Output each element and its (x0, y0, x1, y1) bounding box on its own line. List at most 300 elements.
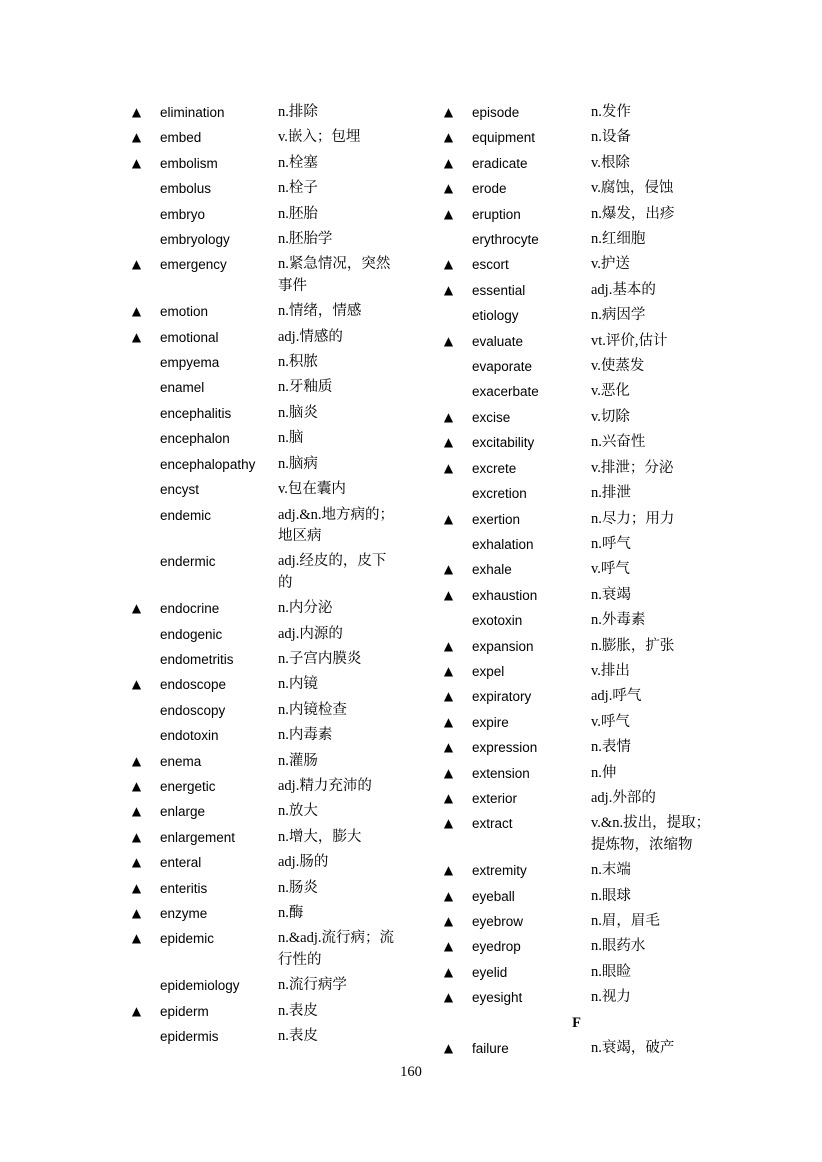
entry-definition (591, 987, 631, 1008)
star-marker: ▲ (131, 601, 142, 616)
entry-word: embolism (160, 155, 218, 171)
entry-definition (591, 432, 645, 453)
vocab-entry (131, 975, 401, 1000)
entry-definition (591, 381, 630, 402)
vocab-entry (443, 585, 710, 610)
vocab-entry (131, 403, 401, 428)
definition-line: v.排泄；分泌 (591, 459, 674, 476)
entry-word: extremity (472, 863, 527, 879)
vocab-entry (443, 127, 710, 152)
entry-word: evaluate (472, 333, 524, 349)
entry-definition (278, 551, 386, 594)
vocab-entry (131, 725, 401, 750)
vocab-entry (131, 479, 401, 504)
star-marker: ▲ (131, 855, 142, 870)
entry-definition (591, 911, 660, 932)
entry-definition (591, 712, 630, 733)
vocab-entry (443, 987, 710, 1012)
definition-line: n.表皮 (278, 1002, 318, 1019)
entry-definition (591, 636, 674, 657)
star-marker: ▲ (131, 931, 142, 946)
definition-line: n.胚胎学 (278, 231, 333, 248)
entry-definition (278, 153, 318, 174)
definition-line: v.&n.拔出，提取； (591, 815, 711, 832)
star-marker: ▲ (443, 816, 454, 831)
vocab-entry (131, 102, 401, 127)
entry-definition (591, 509, 674, 530)
vocab-entry (131, 1001, 401, 1026)
entry-word: etiology (472, 308, 519, 324)
star-marker: ▲ (443, 939, 454, 954)
entry-definition (591, 153, 630, 174)
definition-line: n.兴奋性 (591, 434, 646, 451)
vocab-entry (131, 229, 401, 254)
vocab-entry (443, 962, 710, 987)
entry-word: enteritis (160, 880, 208, 896)
entry-definition (278, 127, 360, 148)
vocab-entry (131, 624, 401, 649)
definition-line: n.眼球 (591, 887, 631, 904)
entry-definition (591, 204, 674, 225)
vocab-entry (443, 860, 710, 885)
entry-word: enema (160, 753, 202, 769)
vocab-entry (131, 674, 401, 699)
definition-line: v.包在囊内 (278, 481, 346, 498)
definition-line: adj.精力充沛的 (278, 777, 372, 794)
entry-word: erode (472, 181, 507, 197)
entry-word: embryo (160, 206, 206, 222)
vocab-entry (443, 305, 710, 330)
star-marker: ▲ (131, 329, 142, 344)
entry-word: empyema (160, 355, 220, 371)
entry-definition (278, 776, 372, 797)
entry-word: eyeball (472, 888, 515, 904)
star-marker: ▲ (443, 181, 454, 196)
entry-word: epidermis (160, 1029, 219, 1045)
vocab-entry (443, 178, 710, 203)
star-marker: ▲ (443, 587, 454, 602)
vocab-entry (131, 127, 401, 152)
vocab-entry (443, 331, 710, 356)
vocab-entry (443, 559, 710, 584)
star-marker: ▲ (443, 863, 454, 878)
entry-word: encephalon (160, 431, 230, 447)
entry-word: embryology (160, 232, 230, 248)
vocab-entry (131, 153, 401, 178)
vocab-entry (443, 911, 710, 936)
vocab-entry (131, 928, 401, 975)
definition-line: 的 (278, 574, 293, 591)
entry-definition (591, 178, 673, 199)
definition-line: n.脑 (278, 430, 304, 447)
vocab-entry (131, 878, 401, 903)
definition-line: n.内镜 (278, 676, 318, 693)
definition-line: n.发作 (591, 104, 631, 120)
entry-word: excitability (472, 435, 535, 451)
entry-definition (591, 860, 631, 881)
definition-line: n.末端 (591, 862, 631, 879)
definition-line: v.恶化 (591, 383, 630, 400)
entry-definition (591, 661, 630, 682)
vocab-entry (443, 432, 710, 457)
definition-line: 行性的 (278, 951, 322, 968)
entry-definition (278, 751, 318, 772)
entry-word: emotion (160, 304, 209, 320)
entry-definition (278, 801, 318, 822)
entry-word: failure (472, 1041, 509, 1057)
star-marker: ▲ (443, 206, 454, 221)
entry-word: embed (160, 130, 202, 146)
star-marker: ▲ (443, 888, 454, 903)
definition-line: v.使蒸发 (591, 358, 645, 375)
vocab-entry (131, 649, 401, 674)
vocab-entry (131, 377, 401, 402)
entry-word: enteral (160, 855, 202, 871)
entry-definition (591, 559, 630, 580)
entry-word: enamel (160, 380, 205, 396)
vocab-entry (443, 356, 710, 381)
entry-definition (278, 649, 361, 670)
vocab-entry (443, 788, 710, 813)
entry-word: endogenic (160, 626, 223, 642)
entry-definition (591, 813, 710, 856)
vocab-entry (131, 827, 401, 852)
entry-definition (591, 254, 630, 275)
vocab-entry (131, 428, 401, 453)
definition-line: v.嵌入；包埋 (278, 129, 361, 146)
entry-word: excise (472, 409, 511, 425)
star-marker: ▲ (131, 677, 142, 692)
star-marker: ▲ (443, 689, 454, 704)
entry-definition (278, 598, 332, 619)
star-marker: ▲ (443, 914, 454, 928)
vocab-entry (443, 280, 710, 305)
definition-line: adj.呼气 (591, 688, 642, 705)
vocab-entry (131, 301, 401, 326)
entry-word: elimination (160, 105, 225, 120)
entry-word: exhale (472, 562, 512, 578)
entry-word: exterior (472, 790, 518, 806)
entry-definition (591, 280, 656, 301)
definition-line: v.切除 (591, 408, 630, 425)
entry-word: escort (472, 257, 509, 273)
entry-word: equipment (472, 130, 536, 146)
definition-line: v.排出 (591, 662, 630, 679)
star-marker: ▲ (443, 435, 454, 450)
entry-word: epiderm (160, 1003, 209, 1019)
entry-definition (278, 624, 343, 645)
definition-line: n.积脓 (278, 354, 318, 371)
definition-line: adj.情感的 (278, 328, 343, 345)
entry-word: expression (472, 740, 538, 756)
entry-word: exacerbate (472, 384, 539, 400)
entry-definition (591, 886, 631, 907)
entry-definition (278, 505, 394, 548)
star-marker: ▲ (131, 130, 142, 145)
definition-line: vt.评价,估计 (591, 332, 668, 349)
star-marker: ▲ (131, 1003, 142, 1018)
entry-word: evaporate (472, 359, 533, 375)
entry-definition (278, 377, 332, 398)
vocab-entry (131, 801, 401, 826)
definition-line: adj.内源的 (278, 625, 343, 642)
section-letter: F (572, 1014, 581, 1031)
entry-word: episode (472, 105, 520, 120)
entry-definition (591, 407, 630, 428)
star-marker: ▲ (131, 804, 142, 819)
definition-line: v.护送 (591, 256, 630, 273)
star-marker: ▲ (443, 790, 454, 805)
definition-line: adj.经皮的，皮下 (278, 553, 387, 570)
definition-line: adj.肠的 (278, 854, 329, 871)
star-marker: ▲ (131, 155, 142, 170)
vocab-entry (443, 458, 710, 483)
entry-word: enlargement (160, 829, 236, 845)
vocab-entry (131, 700, 401, 725)
definition-line: n.肠炎 (278, 879, 318, 896)
vocab-entry (131, 505, 401, 552)
star-marker: ▲ (443, 990, 454, 1005)
vocab-entry (443, 712, 710, 737)
definition-line: n.内镜检查 (278, 701, 347, 718)
vocab-entry (443, 636, 710, 661)
entry-definition (591, 356, 644, 377)
entry-word: endometritis (160, 651, 234, 667)
definition-line: n.眼睑 (591, 963, 631, 980)
entry-word: eruption (472, 206, 521, 222)
entry-word: encephalitis (160, 405, 232, 421)
entry-definition (591, 229, 645, 250)
vocab-entry (131, 1026, 401, 1051)
entry-definition (278, 327, 343, 348)
vocab-entry (443, 102, 710, 127)
vocab-entry (443, 229, 710, 254)
entry-definition (278, 454, 318, 475)
entry-definition (591, 686, 641, 707)
page-number: 160 (400, 1064, 422, 1080)
definition-line: n.胚胎 (278, 205, 318, 222)
star-marker: ▲ (443, 257, 454, 272)
entry-definition (278, 178, 318, 199)
definition-line: adj.外部的 (591, 789, 656, 806)
entry-word: exhaustion (472, 587, 538, 603)
definition-line: n.流行病学 (278, 977, 347, 994)
vocab-entry (131, 327, 401, 352)
star-marker: ▲ (443, 740, 454, 755)
entry-definition (278, 254, 390, 297)
definition-line: v.呼气 (591, 713, 630, 730)
entry-definition (278, 852, 328, 873)
vocab-entry (443, 763, 710, 788)
entry-word: encephalopathy (160, 456, 256, 472)
entry-definition (591, 936, 645, 957)
definition-line: n.酶 (278, 905, 304, 921)
star-marker: ▲ (443, 714, 454, 729)
definition-line: n.脑病 (278, 455, 318, 472)
entry-definition (278, 975, 347, 996)
definition-line: n.眼药水 (591, 938, 646, 955)
definition-line: n.眉，眉毛 (591, 913, 660, 929)
entry-word: epidemiology (160, 978, 240, 994)
vocab-entry (443, 813, 710, 860)
star-marker: ▲ (443, 409, 454, 424)
definition-line: n.放大 (278, 803, 318, 820)
definition-line: n.内毒素 (278, 727, 333, 744)
star-marker: ▲ (443, 105, 454, 119)
entry-definition (278, 428, 303, 449)
entry-definition (591, 585, 631, 606)
entry-word: eyelid (472, 964, 508, 980)
vocab-entry (443, 153, 710, 178)
entry-definition (591, 331, 668, 352)
vocab-entry (443, 534, 710, 559)
entry-definition (591, 1038, 674, 1059)
star-marker: ▲ (443, 638, 454, 653)
definition-line: 地区病 (278, 527, 322, 544)
definition-line: n.排除 (278, 104, 318, 120)
star-marker: ▲ (443, 155, 454, 170)
definition-line: v.根除 (591, 154, 630, 171)
entry-definition (591, 458, 673, 479)
definition-line: n.衰竭 (591, 586, 631, 603)
definition-line: v.腐蚀，侵蚀 (591, 180, 674, 197)
vocab-entry (443, 254, 710, 279)
vocab-entry (131, 903, 401, 928)
entry-definition (278, 403, 318, 424)
definition-line: n.伸 (591, 764, 617, 781)
definition-line: n.视力 (591, 989, 631, 1006)
definition-line: n.红细胞 (591, 231, 646, 248)
entry-word: endermic (160, 554, 216, 570)
definition-line: n.衰竭，破产 (591, 1040, 675, 1057)
star-marker: ▲ (131, 304, 142, 319)
star-marker: ▲ (443, 130, 454, 145)
definition-line: adj.基本的 (591, 281, 656, 298)
entry-word: enlarge (160, 804, 206, 820)
definition-line: 事件 (278, 277, 307, 294)
star-marker: ▲ (443, 663, 454, 678)
entry-definition (278, 204, 318, 225)
vocab-entry (443, 204, 710, 229)
entry-word: endotoxin (160, 728, 219, 744)
vocab-entry (131, 852, 401, 877)
definition-line: n.灌肠 (278, 752, 318, 769)
vocab-entry (443, 381, 710, 406)
entry-word: endemic (160, 507, 212, 523)
vocab-entry (443, 483, 710, 508)
definition-line: n.情绪，情感 (278, 303, 362, 320)
vocab-entry (443, 886, 710, 911)
star-marker: ▲ (443, 765, 454, 780)
entry-word: emotional (160, 329, 219, 345)
definition-line: n.栓塞 (278, 154, 318, 171)
vocab-entry (131, 254, 401, 301)
vocab-column-left (131, 102, 401, 1051)
definition-line: v.呼气 (591, 561, 630, 578)
entry-definition (591, 127, 631, 148)
entry-word: expiratory (472, 689, 532, 705)
vocab-entry (131, 751, 401, 776)
definition-line: n.增大，膨大 (278, 828, 362, 845)
entry-definition (278, 479, 346, 500)
entry-definition (591, 962, 631, 983)
definition-line: n.膨胀，扩张 (591, 637, 675, 654)
definition-line: n.脑炎 (278, 404, 318, 421)
entry-word: erythrocyte (472, 232, 539, 248)
entry-word: exhalation (472, 536, 534, 552)
entry-word: extract (472, 816, 513, 832)
definition-line: n.爆发，出疹 (591, 205, 675, 222)
vocab-entry (443, 686, 710, 711)
star-marker: ▲ (443, 333, 454, 348)
vocab-entry (443, 1038, 710, 1063)
star-marker: ▲ (443, 511, 454, 526)
entry-definition (591, 483, 631, 504)
entry-definition (278, 928, 394, 971)
vocab-entry (131, 204, 401, 229)
entry-word: extension (472, 765, 530, 781)
definition-line: n.排泄 (591, 485, 631, 502)
star-marker: ▲ (131, 906, 142, 920)
entry-word: endocrine (160, 601, 220, 617)
definition-line: n.&adj.流行病；流 (278, 930, 394, 947)
entry-word: endoscopy (160, 702, 226, 718)
vocab-entry (443, 509, 710, 534)
vocab-entry (131, 454, 401, 479)
definition-line: n.牙釉质 (278, 379, 333, 396)
entry-definition (591, 788, 656, 809)
entry-definition (591, 102, 631, 123)
vocab-entry (131, 776, 401, 801)
entry-word: encyst (160, 482, 200, 498)
entry-definition (278, 903, 303, 924)
definition-line: n.设备 (591, 129, 631, 146)
entry-definition (278, 827, 361, 848)
entry-word: eradicate (472, 155, 528, 171)
vocab-column-right (443, 102, 710, 1063)
entry-word: expire (472, 714, 509, 730)
vocab-entry (443, 407, 710, 432)
entry-definition (591, 737, 631, 758)
entry-word: eyesight (472, 990, 523, 1006)
definition-line: n.呼气 (591, 535, 631, 552)
definition-line: n.子宫内膜炎 (278, 650, 362, 667)
definition-line: n.内分泌 (278, 600, 333, 617)
entry-word: exotoxin (472, 613, 523, 629)
entry-definition (278, 878, 318, 899)
entry-word: enzyme (160, 906, 208, 921)
entry-definition (278, 1001, 318, 1022)
vocab-entry (443, 936, 710, 961)
definition-line: n.表皮 (278, 1028, 318, 1045)
entry-definition (278, 1026, 318, 1047)
star-marker: ▲ (443, 1041, 454, 1056)
definition-line: adj.&n.地方病的； (278, 506, 394, 523)
entry-definition (591, 534, 631, 555)
entry-definition (278, 674, 318, 695)
vocab-entry (131, 352, 401, 377)
star-marker: ▲ (443, 282, 454, 297)
vocab-entry (131, 598, 401, 623)
star-marker: ▲ (443, 964, 454, 979)
definition-line: n.栓子 (278, 180, 318, 197)
vocab-entry (131, 551, 401, 598)
star-marker: ▲ (131, 778, 142, 793)
entry-word: excretion (472, 486, 527, 502)
vocab-entry (131, 178, 401, 203)
definition-line: n.外毒素 (591, 612, 646, 629)
star-marker: ▲ (443, 562, 454, 577)
